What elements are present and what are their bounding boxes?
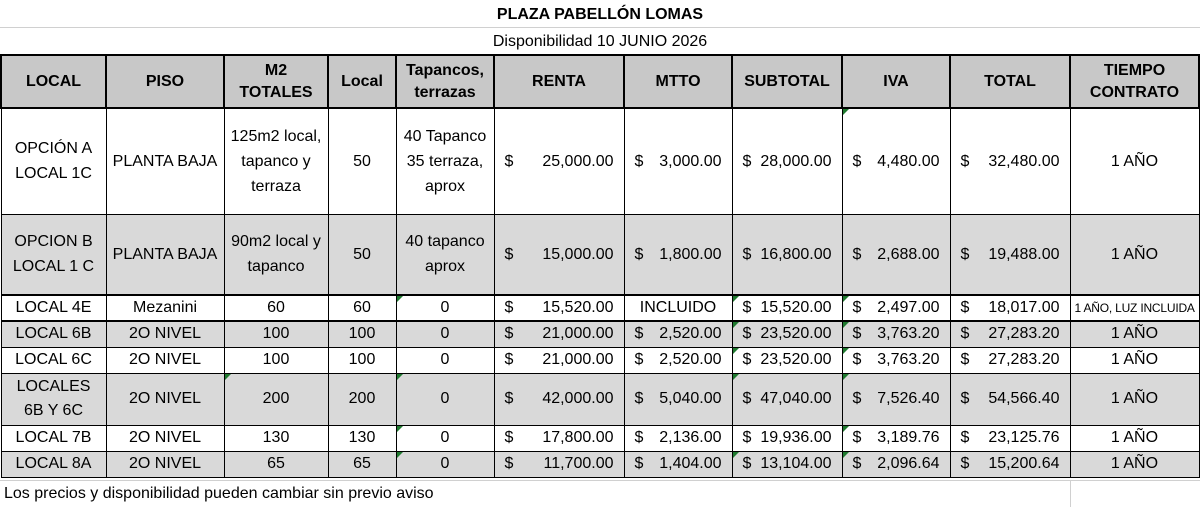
- contract-term: 1 AÑO: [1110, 245, 1159, 263]
- cell-localm2[interactable]: 50: [328, 214, 396, 295]
- cell-tiempo[interactable]: [1070, 321, 1199, 347]
- disclaimer-note: Los precios y disponibilidad pueden cambiar sin previo aviso: [0, 480, 1200, 507]
- availability-table: [0, 54, 1200, 478]
- cell-localm2[interactable]: 100: [328, 347, 396, 373]
- currency-symbol: $: [504, 390, 514, 407]
- currency-symbol: $: [852, 429, 862, 446]
- currency-symbol: $: [504, 299, 514, 316]
- currency-symbol: $: [742, 299, 752, 316]
- contract-term: 1 AÑO, LUZ INCLUIDA: [1074, 301, 1195, 315]
- table-row: [1, 321, 1199, 347]
- cell-local[interactable]: LOCAL 6C: [1, 347, 106, 373]
- cell-m2[interactable]: 130: [224, 425, 328, 451]
- currency-symbol: $: [852, 299, 862, 316]
- footer-gridline: [1070, 480, 1071, 507]
- cell-iva[interactable]: [842, 321, 950, 347]
- cell-iva[interactable]: [842, 373, 950, 425]
- cell-subtotal[interactable]: [732, 425, 842, 451]
- amount: 18,017.00: [988, 299, 1060, 316]
- table-row: [1, 451, 1199, 477]
- cell-piso[interactable]: 2O NIVEL: [106, 321, 224, 347]
- cell-localm2[interactable]: 100: [328, 321, 396, 347]
- money-value: [629, 426, 728, 450]
- cell-renta[interactable]: [494, 321, 624, 347]
- header-tiempo-contrato[interactable]: TIEMPO CONTRATO: [1070, 55, 1199, 108]
- cell-tapancos[interactable]: 0: [396, 373, 494, 425]
- cell-subtotal[interactable]: [732, 347, 842, 373]
- cell-total[interactable]: [950, 214, 1070, 295]
- cell-m2[interactable]: 125m2 local, tapanco y terraza: [224, 108, 328, 214]
- amount: 11,700.00: [543, 455, 614, 472]
- cell-tiempo[interactable]: [1070, 295, 1199, 321]
- money-value: [847, 296, 946, 320]
- cell-mtto[interactable]: [624, 108, 732, 214]
- amount: 3,763.20: [877, 351, 940, 368]
- cell-localm2[interactable]: 60: [328, 295, 396, 321]
- amount: 2,136.00: [659, 429, 722, 446]
- cell-total[interactable]: [950, 451, 1070, 477]
- amount: 3,763.20: [877, 325, 940, 343]
- money-value: [955, 149, 1066, 174]
- cell-localm2[interactable]: 65: [328, 451, 396, 477]
- cell-piso[interactable]: 2O NIVEL: [106, 451, 224, 477]
- currency-symbol: $: [852, 245, 862, 263]
- money-value: [955, 322, 1066, 346]
- money-value: [847, 348, 946, 372]
- amount: 2,520.00: [659, 351, 722, 368]
- money-value: [629, 387, 728, 411]
- amount: 21,000.00: [542, 351, 614, 368]
- currency-symbol: $: [634, 325, 644, 343]
- currency-symbol: $: [960, 325, 970, 343]
- currency-symbol: $: [504, 245, 514, 263]
- table-row: [1, 425, 1199, 451]
- currency-symbol: $: [504, 429, 514, 446]
- cell-total[interactable]: [950, 425, 1070, 451]
- amount: 16,800.00: [760, 245, 832, 263]
- cell-m2[interactable]: 65: [224, 451, 328, 477]
- cell-total[interactable]: [950, 295, 1070, 321]
- currency-symbol: $: [634, 152, 644, 170]
- cell-piso[interactable]: 2O NIVEL: [106, 373, 224, 425]
- amount: 25,000.00: [542, 152, 614, 170]
- table-row: [1, 214, 1199, 295]
- currency-symbol: $: [742, 455, 752, 472]
- cell-localm2[interactable]: 50: [328, 108, 396, 214]
- currency-symbol: $: [852, 325, 862, 343]
- header-subtotal[interactable]: SUBTOTAL: [732, 55, 842, 108]
- amount: 2,520.00: [659, 325, 722, 343]
- money-value: [499, 322, 620, 346]
- money-value: [955, 426, 1066, 450]
- money-value: [737, 452, 838, 476]
- money-value: [629, 322, 728, 346]
- cell-mtto[interactable]: [624, 321, 732, 347]
- currency-symbol: $: [634, 351, 644, 368]
- currency-symbol: $: [634, 429, 644, 446]
- amount: 21,000.00: [542, 325, 614, 343]
- cell-subtotal[interactable]: [732, 373, 842, 425]
- cell-subtotal[interactable]: [732, 108, 842, 214]
- money-value: [629, 242, 728, 267]
- cell-subtotal[interactable]: [732, 451, 842, 477]
- amount: 15,200.64: [988, 455, 1060, 472]
- currency-symbol: $: [742, 245, 752, 263]
- cell-local[interactable]: LOCALES 6B Y 6C: [1, 373, 106, 425]
- table-row: [1, 295, 1199, 321]
- cell-renta[interactable]: [494, 214, 624, 295]
- cell-mtto[interactable]: [624, 295, 732, 321]
- amount: 2,688.00: [877, 245, 940, 263]
- cell-tapancos[interactable]: 40 Tapanco 35 terraza, aprox: [396, 108, 494, 214]
- amount: 15,520.00: [760, 299, 832, 316]
- money-value: [499, 242, 620, 267]
- currency-symbol: $: [742, 390, 752, 407]
- cell-mtto[interactable]: [624, 214, 732, 295]
- currency-symbol: $: [960, 429, 970, 446]
- table-row: [1, 108, 1199, 214]
- currency-symbol: $: [504, 455, 514, 472]
- header-tapancos[interactable]: Tapancos, terrazas: [396, 55, 494, 108]
- amount: 5,040.00: [659, 390, 722, 407]
- currency-symbol: $: [852, 390, 862, 407]
- money-value: [847, 426, 946, 450]
- currency-symbol: $: [960, 390, 970, 407]
- amount: 15,000.00: [542, 245, 614, 263]
- table-row: [1, 373, 1199, 425]
- money-value: [955, 242, 1066, 267]
- cell-tapancos[interactable]: 0: [396, 347, 494, 373]
- cell-subtotal[interactable]: [732, 321, 842, 347]
- money-value: [737, 322, 838, 346]
- money-value: [629, 452, 728, 476]
- amount: 19,488.00: [988, 245, 1060, 263]
- cell-tapancos[interactable]: 0: [396, 425, 494, 451]
- cell-tapancos[interactable]: 0: [396, 321, 494, 347]
- included-label: INCLUIDO: [639, 299, 717, 316]
- cell-tiempo[interactable]: [1070, 214, 1199, 295]
- money-value: [737, 426, 838, 450]
- amount: 32,480.00: [988, 152, 1060, 170]
- cell-total[interactable]: [950, 347, 1070, 373]
- cell-m2[interactable]: 100: [224, 321, 328, 347]
- money-value: [737, 149, 838, 174]
- money-value: [499, 348, 620, 372]
- currency-symbol: $: [634, 245, 644, 263]
- amount: 7,526.40: [877, 390, 940, 407]
- money-value: [847, 242, 946, 267]
- amount: 2,096.64: [877, 455, 940, 472]
- cell-subtotal[interactable]: [732, 295, 842, 321]
- amount: 47,040.00: [760, 390, 832, 407]
- amount: 15,520.00: [542, 299, 614, 316]
- amount: 42,000.00: [542, 390, 614, 407]
- cell-iva[interactable]: [842, 214, 950, 295]
- amount: 28,000.00: [760, 152, 832, 170]
- cell-local[interactable]: LOCAL 4E: [1, 295, 106, 321]
- currency-symbol: $: [742, 152, 752, 170]
- cell-renta[interactable]: [494, 347, 624, 373]
- cell-total[interactable]: [950, 321, 1070, 347]
- currency-symbol: $: [960, 455, 970, 472]
- cell-renta[interactable]: [494, 425, 624, 451]
- money-value: [955, 452, 1066, 476]
- currency-symbol: $: [634, 390, 644, 407]
- cell-local[interactable]: OPCION B LOCAL 1 C: [1, 214, 106, 295]
- cell-mtto[interactable]: [624, 451, 732, 477]
- money-value: [847, 149, 946, 174]
- money-value: [499, 452, 620, 476]
- currency-symbol: $: [504, 152, 514, 170]
- money-value: [629, 149, 728, 174]
- cell-m2[interactable]: 60: [224, 295, 328, 321]
- amount: 1,800.00: [659, 245, 722, 263]
- currency-symbol: $: [852, 351, 862, 368]
- header-local-m2[interactable]: Local: [328, 55, 396, 108]
- header-piso[interactable]: PISO: [106, 55, 224, 108]
- header-m2-totales[interactable]: M2 TOTALES: [224, 55, 328, 108]
- money-value: [737, 242, 838, 267]
- cell-m2[interactable]: 90m2 local y tapanco: [224, 214, 328, 295]
- amount: 27,283.20: [988, 325, 1060, 343]
- currency-symbol: $: [852, 152, 862, 170]
- money-value: [847, 452, 946, 476]
- header-iva[interactable]: IVA: [842, 55, 950, 108]
- money-value: [629, 348, 728, 372]
- cell-iva[interactable]: [842, 425, 950, 451]
- cell-tapancos[interactable]: 40 tapanco aprox: [396, 214, 494, 295]
- amount: 2,497.00: [877, 299, 940, 316]
- cell-tiempo[interactable]: [1070, 108, 1199, 214]
- header-mtto[interactable]: MTTO: [624, 55, 732, 108]
- cell-piso[interactable]: 2O NIVEL: [106, 425, 224, 451]
- cell-subtotal[interactable]: [732, 214, 842, 295]
- cell-local[interactable]: LOCAL 6B: [1, 321, 106, 347]
- money-value: [499, 426, 620, 450]
- money-value: [499, 296, 620, 320]
- amount: 23,520.00: [760, 351, 832, 368]
- amount: 27,283.20: [988, 351, 1060, 368]
- sheet-subtitle: Disponibilidad 10 JUNIO 2026: [492, 33, 708, 50]
- cell-local[interactable]: LOCAL 7B: [1, 425, 106, 451]
- header-local[interactable]: LOCAL: [1, 55, 106, 108]
- cell-tiempo[interactable]: [1070, 425, 1199, 451]
- cell-local[interactable]: LOCAL 8A: [1, 451, 106, 477]
- money-value: [955, 387, 1066, 411]
- amount: 1,404.00: [659, 455, 722, 472]
- currency-symbol: $: [852, 455, 862, 472]
- cell-localm2[interactable]: 130: [328, 425, 396, 451]
- table-row: [1, 347, 1199, 373]
- currency-symbol: $: [634, 455, 644, 472]
- amount: 17,800.00: [542, 429, 614, 446]
- header-renta[interactable]: RENTA: [494, 55, 624, 108]
- currency-symbol: $: [960, 299, 970, 316]
- money-value: [955, 348, 1066, 372]
- cell-piso[interactable]: PLANTA BAJA: [106, 108, 224, 214]
- money-value: [499, 149, 620, 174]
- cell-tiempo[interactable]: [1070, 373, 1199, 425]
- cell-piso[interactable]: 2O NIVEL: [106, 347, 224, 373]
- cell-iva[interactable]: [842, 347, 950, 373]
- header-row: [1, 55, 1199, 108]
- sheet-title: PLAZA PABELLÓN LOMAS: [0, 0, 1200, 28]
- cell-tapancos[interactable]: 0: [396, 295, 494, 321]
- cell-tiempo[interactable]: [1070, 451, 1199, 477]
- cell-renta[interactable]: [494, 451, 624, 477]
- currency-symbol: $: [742, 351, 752, 368]
- cell-local[interactable]: OPCIÓN A LOCAL 1C: [1, 108, 106, 214]
- amount: 13,104.00: [760, 455, 832, 472]
- currency-symbol: $: [504, 325, 514, 343]
- amount: 4,480.00: [877, 152, 940, 170]
- cell-iva[interactable]: [842, 451, 950, 477]
- cell-localm2[interactable]: 200: [328, 373, 396, 425]
- cell-mtto[interactable]: [624, 347, 732, 373]
- cell-piso[interactable]: Mezanini: [106, 295, 224, 321]
- money-value: [499, 387, 620, 411]
- cell-mtto[interactable]: [624, 425, 732, 451]
- money-value: [737, 296, 838, 320]
- money-value: [737, 387, 838, 411]
- amount: 3,000.00: [659, 152, 722, 170]
- currency-symbol: $: [504, 351, 514, 368]
- cell-piso[interactable]: PLANTA BAJA: [106, 214, 224, 295]
- currency-symbol: $: [742, 429, 752, 446]
- cell-mtto[interactable]: [624, 373, 732, 425]
- contract-term: 1 AÑO: [1110, 152, 1159, 170]
- money-value: [737, 348, 838, 372]
- currency-symbol: $: [960, 152, 970, 170]
- contract-term: 1 AÑO: [1110, 455, 1159, 472]
- amount: 19,936.00: [760, 429, 832, 446]
- currency-symbol: $: [960, 245, 970, 263]
- amount: 23,125.76: [988, 429, 1060, 446]
- cell-m2[interactable]: 200: [224, 373, 328, 425]
- contract-term: 1 AÑO: [1110, 429, 1159, 446]
- cell-total[interactable]: [950, 108, 1070, 214]
- contract-term: 1 AÑO: [1110, 325, 1159, 343]
- contract-term: 1 AÑO: [1110, 351, 1159, 368]
- cell-tiempo[interactable]: [1070, 347, 1199, 373]
- cell-iva[interactable]: [842, 108, 950, 214]
- money-value: [847, 322, 946, 346]
- amount: 3,189.76: [877, 429, 940, 446]
- amount: 54,566.40: [988, 390, 1060, 407]
- cell-total[interactable]: [950, 373, 1070, 425]
- cell-iva[interactable]: [842, 295, 950, 321]
- cell-renta[interactable]: [494, 295, 624, 321]
- cell-m2[interactable]: 100: [224, 347, 328, 373]
- header-total[interactable]: TOTAL: [950, 55, 1070, 108]
- currency-symbol: $: [742, 325, 752, 343]
- currency-symbol: $: [960, 351, 970, 368]
- amount: 23,520.00: [760, 325, 832, 343]
- money-value: [955, 296, 1066, 320]
- money-value: [847, 387, 946, 411]
- cell-tapancos[interactable]: 0: [396, 451, 494, 477]
- cell-renta[interactable]: [494, 108, 624, 214]
- cell-renta[interactable]: [494, 373, 624, 425]
- contract-term: 1 AÑO: [1110, 390, 1159, 407]
